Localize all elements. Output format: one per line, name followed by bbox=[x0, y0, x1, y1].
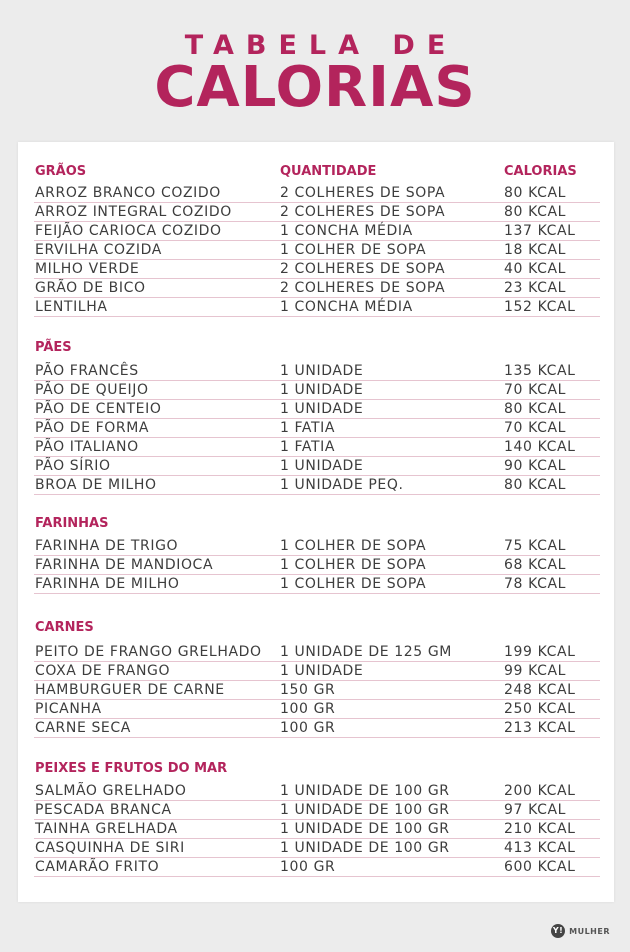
calories-value: 200 KCAL bbox=[504, 783, 576, 799]
calories-value: 78 KCAL bbox=[504, 576, 567, 592]
table-row bbox=[34, 700, 600, 719]
quantity-value: 2 COLHERES DE SOPA bbox=[280, 185, 446, 201]
food-name: CASQUINHA DE SIRI bbox=[35, 840, 185, 856]
table-row bbox=[34, 801, 600, 820]
food-name: ARROZ INTEGRAL COZIDO bbox=[35, 204, 232, 220]
food-name: FARINHA DE MILHO bbox=[35, 576, 180, 592]
calories-value: 135 KCAL bbox=[504, 363, 576, 379]
quantity-value: 1 CONCHA MÉDIA bbox=[280, 223, 413, 239]
table-row bbox=[34, 643, 600, 662]
quantity-value: 1 UNIDADE bbox=[280, 401, 364, 417]
quantity-value: 1 UNIDADE bbox=[280, 363, 364, 379]
table-row bbox=[34, 662, 600, 681]
yahoo-logo-icon: Y! bbox=[551, 924, 565, 938]
food-name: ERVILHA COZIDA bbox=[35, 242, 162, 258]
title-line-1: TABELA DE bbox=[184, 30, 458, 61]
table-row bbox=[34, 719, 600, 738]
calories-value: 99 KCAL bbox=[504, 663, 567, 679]
section-rows bbox=[18, 184, 614, 317]
section-title: GRÃOS bbox=[35, 164, 87, 179]
food-name: TAINHA GRELHADA bbox=[35, 821, 178, 837]
food-name: LENTILHA bbox=[35, 299, 108, 315]
table-row bbox=[34, 362, 600, 381]
table-row bbox=[34, 575, 600, 594]
table-row bbox=[34, 839, 600, 858]
quantity-value: 1 UNIDADE DE 100 GR bbox=[280, 783, 450, 799]
section-rows bbox=[18, 782, 614, 877]
table-row bbox=[34, 419, 600, 438]
section-header bbox=[34, 338, 600, 358]
food-name: HAMBURGUER DE CARNE bbox=[35, 682, 225, 698]
quantity-value: 2 COLHERES DE SOPA bbox=[280, 280, 446, 296]
food-name: PESCADA BRANCA bbox=[35, 802, 172, 818]
quantity-value: 100 GR bbox=[280, 859, 336, 875]
quantity-value: 100 GR bbox=[280, 701, 336, 717]
food-name: PÃO DE CENTEIO bbox=[35, 401, 162, 417]
calories-value: 18 KCAL bbox=[504, 242, 567, 258]
table-row bbox=[34, 298, 600, 317]
calories-value: 40 KCAL bbox=[504, 261, 567, 277]
calories-value: 70 KCAL bbox=[504, 382, 567, 398]
calories-value: 152 KCAL bbox=[504, 299, 576, 315]
section-title: FARINHAS bbox=[35, 516, 109, 531]
quantity-value: 100 GR bbox=[280, 720, 336, 736]
food-name: FARINHA DE MANDIOCA bbox=[35, 557, 214, 573]
calories-value: 140 KCAL bbox=[504, 439, 576, 455]
food-name: FEIJÃO CARIOCA COZIDO bbox=[35, 223, 222, 239]
calories-value: 90 KCAL bbox=[504, 458, 567, 474]
quantity-value: 2 COLHERES DE SOPA bbox=[280, 261, 446, 277]
quantity-value: 1 COLHER DE SOPA bbox=[280, 576, 427, 592]
quantity-value: 1 UNIDADE DE 100 GR bbox=[280, 821, 450, 837]
food-name: PÃO FRANCÊS bbox=[35, 363, 139, 379]
quantity-value: 1 UNIDADE PEQ. bbox=[280, 477, 404, 493]
calories-value: 137 KCAL bbox=[504, 223, 576, 239]
calories-value: 213 KCAL bbox=[504, 720, 576, 736]
calories-value: 199 KCAL bbox=[504, 644, 576, 660]
quantity-value: 1 COLHER DE SOPA bbox=[280, 538, 427, 554]
table-row bbox=[34, 858, 600, 877]
table-row bbox=[34, 241, 600, 260]
food-name: PEITO DE FRANGO GRELHADO bbox=[35, 644, 262, 660]
table-row bbox=[34, 438, 600, 457]
table-row bbox=[34, 203, 600, 222]
food-name: PÃO SÍRIO bbox=[35, 458, 111, 474]
section-rows bbox=[18, 537, 614, 594]
calories-value: 250 KCAL bbox=[504, 701, 576, 717]
quantity-value: 1 COLHER DE SOPA bbox=[280, 557, 427, 573]
food-name: CAMARÃO FRITO bbox=[35, 859, 160, 875]
column-header-quantity: QUANTIDADE bbox=[280, 164, 377, 179]
quantity-value: 150 GR bbox=[280, 682, 336, 698]
table-row bbox=[34, 681, 600, 700]
footer-brand-label: MULHER bbox=[569, 926, 610, 936]
quantity-value: 1 UNIDADE bbox=[280, 382, 364, 398]
section-header bbox=[34, 759, 600, 779]
calories-value: 70 KCAL bbox=[504, 420, 567, 436]
table-row bbox=[34, 184, 600, 203]
column-header-calories: CALORIAS bbox=[504, 164, 577, 179]
calories-value: 80 KCAL bbox=[504, 185, 567, 201]
quantity-value: 1 COLHER DE SOPA bbox=[280, 242, 427, 258]
table-row bbox=[34, 820, 600, 839]
table-row bbox=[34, 381, 600, 400]
section-rows bbox=[18, 362, 614, 495]
calories-value: 600 KCAL bbox=[504, 859, 576, 875]
food-name: FARINHA DE TRIGO bbox=[35, 538, 179, 554]
quantity-value: 1 UNIDADE DE 100 GR bbox=[280, 802, 450, 818]
table-row bbox=[34, 476, 600, 495]
food-name: COXA DE FRANGO bbox=[35, 663, 171, 679]
quantity-value: 1 CONCHA MÉDIA bbox=[280, 299, 413, 315]
table-row bbox=[34, 222, 600, 241]
table-row bbox=[34, 556, 600, 575]
calories-value: 210 KCAL bbox=[504, 821, 576, 837]
calories-value: 23 KCAL bbox=[504, 280, 567, 296]
food-name: CARNE SECA bbox=[35, 720, 131, 736]
section-header bbox=[34, 618, 600, 638]
section-rows bbox=[18, 643, 614, 738]
calories-value: 248 KCAL bbox=[504, 682, 576, 698]
quantity-value: 1 UNIDADE bbox=[280, 663, 364, 679]
food-name: GRÃO DE BICO bbox=[35, 280, 146, 296]
quantity-value: 1 FATIA bbox=[280, 420, 336, 436]
food-name: SALMÃO GRELHADO bbox=[35, 783, 187, 799]
quantity-value: 1 UNIDADE DE 125 GM bbox=[280, 644, 452, 660]
table-row bbox=[34, 279, 600, 298]
food-name: PÃO DE FORMA bbox=[35, 420, 150, 436]
table-row bbox=[34, 782, 600, 801]
food-name: MILHO VERDE bbox=[35, 261, 140, 277]
section-title: CARNES bbox=[35, 620, 94, 635]
food-name: PÃO DE QUEIJO bbox=[35, 382, 149, 398]
calories-value: 413 KCAL bbox=[504, 840, 576, 856]
table-row bbox=[34, 260, 600, 279]
calories-value: 75 KCAL bbox=[504, 538, 567, 554]
quantity-value: 1 UNIDADE DE 100 GR bbox=[280, 840, 450, 856]
food-name: BROA DE MILHO bbox=[35, 477, 157, 493]
calories-value: 97 KCAL bbox=[504, 802, 567, 818]
quantity-value: 1 UNIDADE bbox=[280, 458, 364, 474]
food-name: PÃO ITALIANO bbox=[35, 439, 139, 455]
table-row bbox=[34, 400, 600, 419]
title-line-2: CALORIAS bbox=[154, 55, 476, 120]
food-name: PICANHA bbox=[35, 701, 102, 717]
section-title: PEIXES E FRUTOS DO MAR bbox=[35, 761, 228, 776]
calories-value: 80 KCAL bbox=[504, 204, 567, 220]
quantity-value: 2 COLHERES DE SOPA bbox=[280, 204, 446, 220]
table-row bbox=[34, 457, 600, 476]
section-header bbox=[34, 162, 600, 182]
calories-value: 68 KCAL bbox=[504, 557, 567, 573]
section-title: PÃES bbox=[35, 340, 72, 355]
table-row bbox=[34, 537, 600, 556]
food-name: ARROZ BRANCO COZIDO bbox=[35, 185, 221, 201]
calories-value: 80 KCAL bbox=[504, 401, 567, 417]
calories-value: 80 KCAL bbox=[504, 477, 567, 493]
quantity-value: 1 FATIA bbox=[280, 439, 336, 455]
section-header bbox=[34, 514, 600, 534]
calorie-table-card bbox=[18, 142, 614, 902]
footer-brand bbox=[551, 922, 610, 940]
